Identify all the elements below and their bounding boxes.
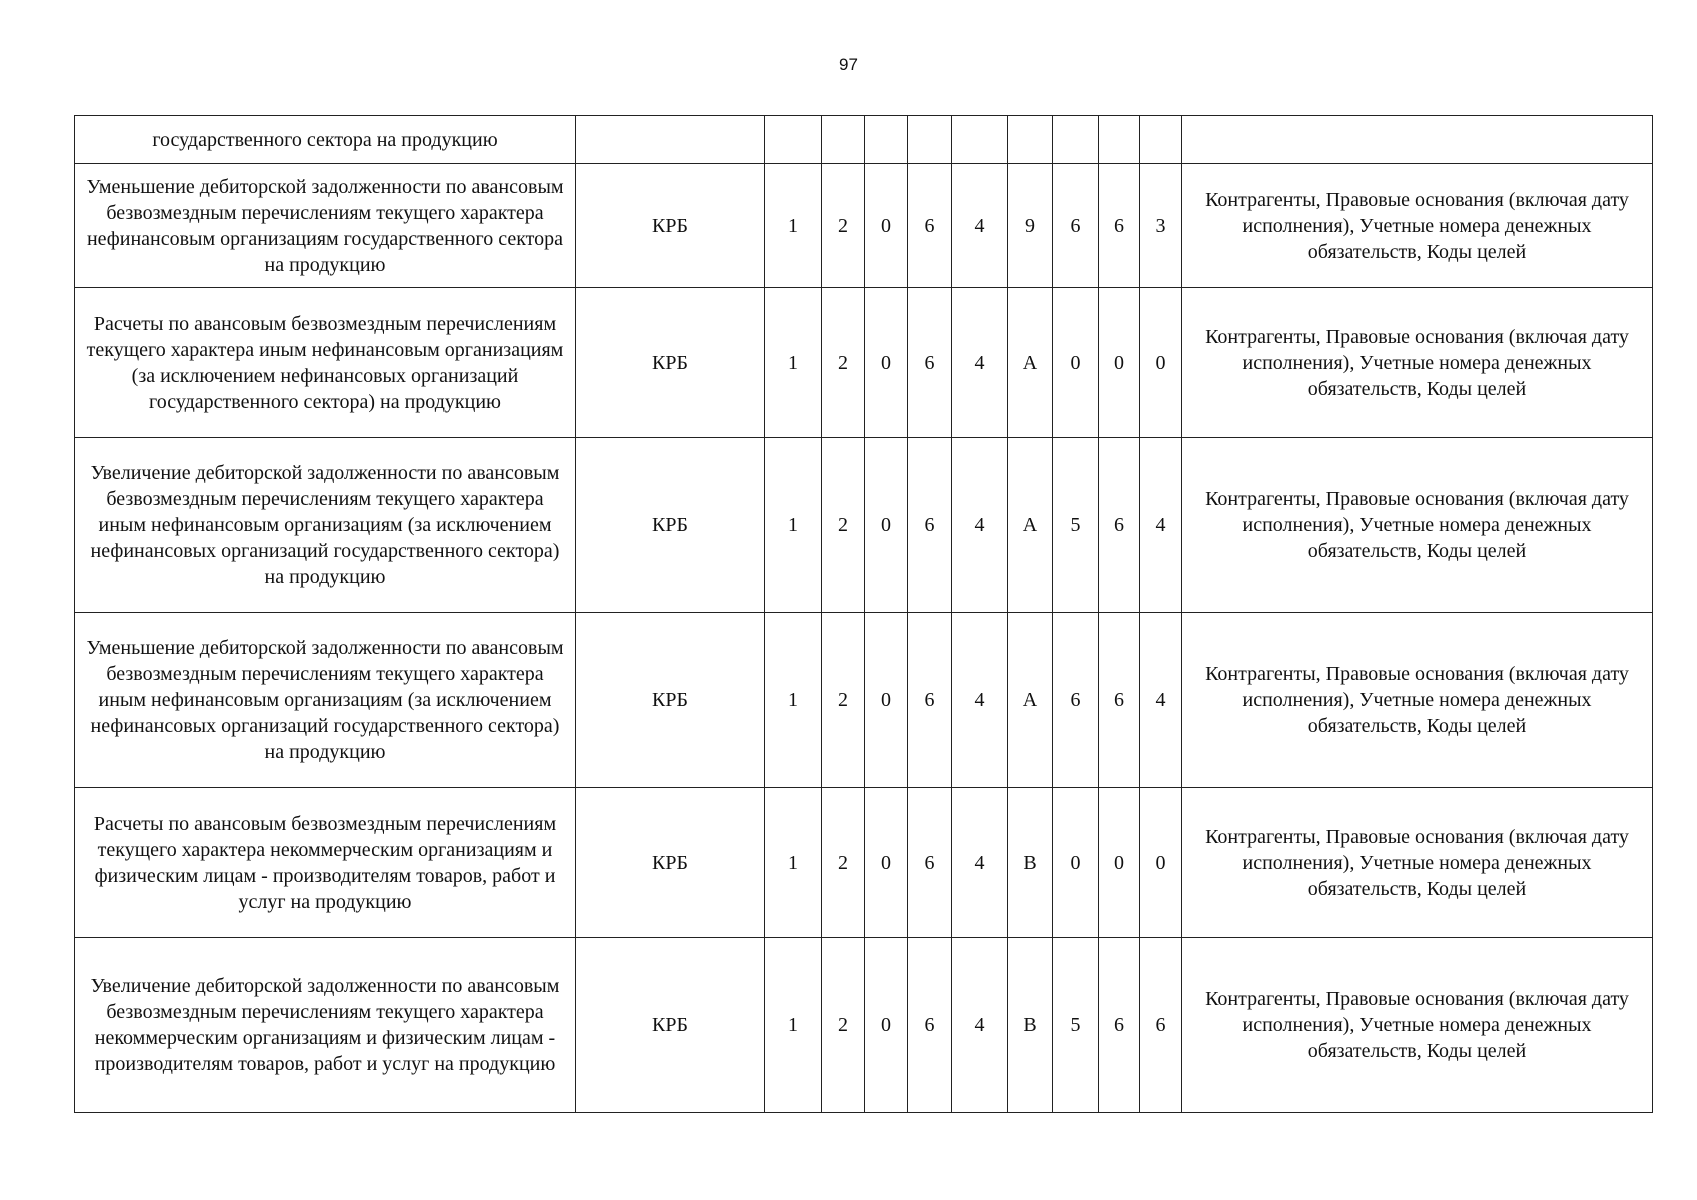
account-type-cell	[576, 116, 765, 164]
account-code-digit-cell	[908, 116, 952, 164]
table-row	[75, 116, 1653, 164]
table-row	[75, 288, 1653, 438]
account-code-digit-cell: 4	[952, 164, 1008, 288]
account-code-digit-cell	[765, 116, 822, 164]
account-code-digit-cell: 5	[1053, 438, 1099, 613]
account-code-digit-cell: 4	[1140, 438, 1182, 613]
account-type-cell: КРБ	[576, 938, 765, 1113]
analytics-cell	[1182, 116, 1653, 164]
accounts-table	[74, 115, 1653, 1113]
account-type-cell: КРБ	[576, 438, 765, 613]
account-code-digit-cell: 4	[952, 438, 1008, 613]
account-code-digit-cell: 2	[822, 164, 865, 288]
account-code-digit-cell: А	[1008, 613, 1053, 788]
account-code-digit-cell: 6	[1099, 613, 1140, 788]
analytics-cell: Контрагенты, Правовые основания (включая дату исполнения), Учетные номера денежных обязательств, Коды целей	[1182, 938, 1653, 1113]
account-code-digit-cell: А	[1008, 288, 1053, 438]
table-row	[75, 613, 1653, 788]
account-code-digit-cell: 0	[865, 788, 908, 938]
analytics-cell: Контрагенты, Правовые основания (включая дату исполнения), Учетные номера денежных обязательств, Коды целей	[1182, 164, 1653, 288]
account-code-digit-cell: 0	[865, 438, 908, 613]
account-code-digit-cell: 4	[952, 288, 1008, 438]
table-row	[75, 438, 1653, 613]
account-code-digit-cell: 3	[1140, 164, 1182, 288]
analytics-cell: Контрагенты, Правовые основания (включая дату исполнения), Учетные номера денежных обязательств, Коды целей	[1182, 788, 1653, 938]
account-code-digit-cell: В	[1008, 788, 1053, 938]
analytics-cell: Контрагенты, Правовые основания (включая дату исполнения), Учетные номера денежных обязательств, Коды целей	[1182, 438, 1653, 613]
account-code-digit-cell: 6	[908, 613, 952, 788]
account-description-cell: Увеличение дебиторской задолженности по авансовым безвозмездным перечислениям текущего характера иным нефинансовым организациям (за исключением нефинансовых организаций государственного сектора) на продукцию	[75, 438, 576, 613]
table-row	[75, 164, 1653, 288]
account-code-digit-cell: 1	[765, 613, 822, 788]
account-code-digit-cell: В	[1008, 938, 1053, 1113]
account-description-cell: Уменьшение дебиторской задолженности по авансовым безвозмездным перечислениям текущего характера нефинансовым организациям государственного сектора на продукцию	[75, 164, 576, 288]
account-description-cell: Увеличение дебиторской задолженности по авансовым безвозмездным перечислениям текущего характера некоммерческим организациям и физическим лицам - производителям товаров, работ и услуг на продукцию	[75, 938, 576, 1113]
account-code-digit-cell: 0	[1140, 788, 1182, 938]
account-code-digit-cell: 6	[908, 938, 952, 1113]
account-code-digit-cell	[1140, 116, 1182, 164]
analytics-cell: Контрагенты, Правовые основания (включая дату исполнения), Учетные номера денежных обязательств, Коды целей	[1182, 288, 1653, 438]
account-code-digit-cell: 6	[908, 438, 952, 613]
account-code-digit-cell	[1053, 116, 1099, 164]
account-code-digit-cell: 2	[822, 438, 865, 613]
account-code-digit-cell: 6	[1140, 938, 1182, 1113]
page-number: 97	[839, 55, 858, 74]
account-type-cell: КРБ	[576, 788, 765, 938]
account-code-digit-cell	[822, 116, 865, 164]
account-code-digit-cell	[952, 116, 1008, 164]
account-code-digit-cell: 2	[822, 788, 865, 938]
account-code-digit-cell: 6	[908, 788, 952, 938]
account-code-digit-cell: 1	[765, 788, 822, 938]
account-code-digit-cell	[1008, 116, 1053, 164]
table-row	[75, 938, 1653, 1113]
account-code-digit-cell: 0	[1053, 288, 1099, 438]
account-code-digit-cell: 6	[908, 164, 952, 288]
account-code-digit-cell: 6	[1053, 613, 1099, 788]
account-description-cell: государственного сектора на продукцию	[75, 116, 576, 164]
account-code-digit-cell: 2	[822, 288, 865, 438]
table-row	[75, 788, 1653, 938]
account-description-cell: Расчеты по авансовым безвозмездным перечислениям текущего характера некоммерческим организациям и физическим лицам - производителям товаров, работ и услуг на продукцию	[75, 788, 576, 938]
account-code-digit-cell: 6	[1053, 164, 1099, 288]
account-code-digit-cell: 4	[952, 938, 1008, 1113]
account-code-digit-cell: 4	[1140, 613, 1182, 788]
account-code-digit-cell: 0	[865, 613, 908, 788]
analytics-cell: Контрагенты, Правовые основания (включая дату исполнения), Учетные номера денежных обязательств, Коды целей	[1182, 613, 1653, 788]
account-code-digit-cell: 0	[1099, 288, 1140, 438]
account-code-digit-cell: 0	[1053, 788, 1099, 938]
account-code-digit-cell: 0	[865, 164, 908, 288]
account-code-digit-cell: 6	[908, 288, 952, 438]
account-code-digit-cell: 6	[1099, 938, 1140, 1113]
account-code-digit-cell: 2	[822, 613, 865, 788]
account-code-digit-cell	[865, 116, 908, 164]
account-code-digit-cell: 1	[765, 288, 822, 438]
account-code-digit-cell: 1	[765, 438, 822, 613]
account-code-digit-cell: 0	[865, 288, 908, 438]
account-description-cell: Уменьшение дебиторской задолженности по авансовым безвозмездным перечислениям текущего характера иным нефинансовым организациям (за исключением нефинансовых организаций государственного сектора) на продукцию	[75, 613, 576, 788]
account-code-digit-cell: 6	[1099, 438, 1140, 613]
account-code-digit-cell: 0	[1099, 788, 1140, 938]
account-code-digit-cell: 2	[822, 938, 865, 1113]
account-code-digit-cell: 6	[1099, 164, 1140, 288]
account-code-digit-cell: 4	[952, 613, 1008, 788]
account-code-digit-cell: 5	[1053, 938, 1099, 1113]
account-type-cell: КРБ	[576, 613, 765, 788]
account-description-cell: Расчеты по авансовым безвозмездным перечислениям текущего характера иным нефинансовым организациям (за исключением нефинансовых организаций государственного сектора) на продукцию	[75, 288, 576, 438]
account-code-digit-cell: 9	[1008, 164, 1053, 288]
account-code-digit-cell: А	[1008, 438, 1053, 613]
account-type-cell: КРБ	[576, 288, 765, 438]
account-code-digit-cell	[1099, 116, 1140, 164]
account-code-digit-cell: 4	[952, 788, 1008, 938]
account-code-digit-cell: 0	[865, 938, 908, 1113]
account-code-digit-cell: 1	[765, 164, 822, 288]
account-code-digit-cell: 0	[1140, 288, 1182, 438]
account-code-digit-cell: 1	[765, 938, 822, 1113]
account-type-cell: КРБ	[576, 164, 765, 288]
